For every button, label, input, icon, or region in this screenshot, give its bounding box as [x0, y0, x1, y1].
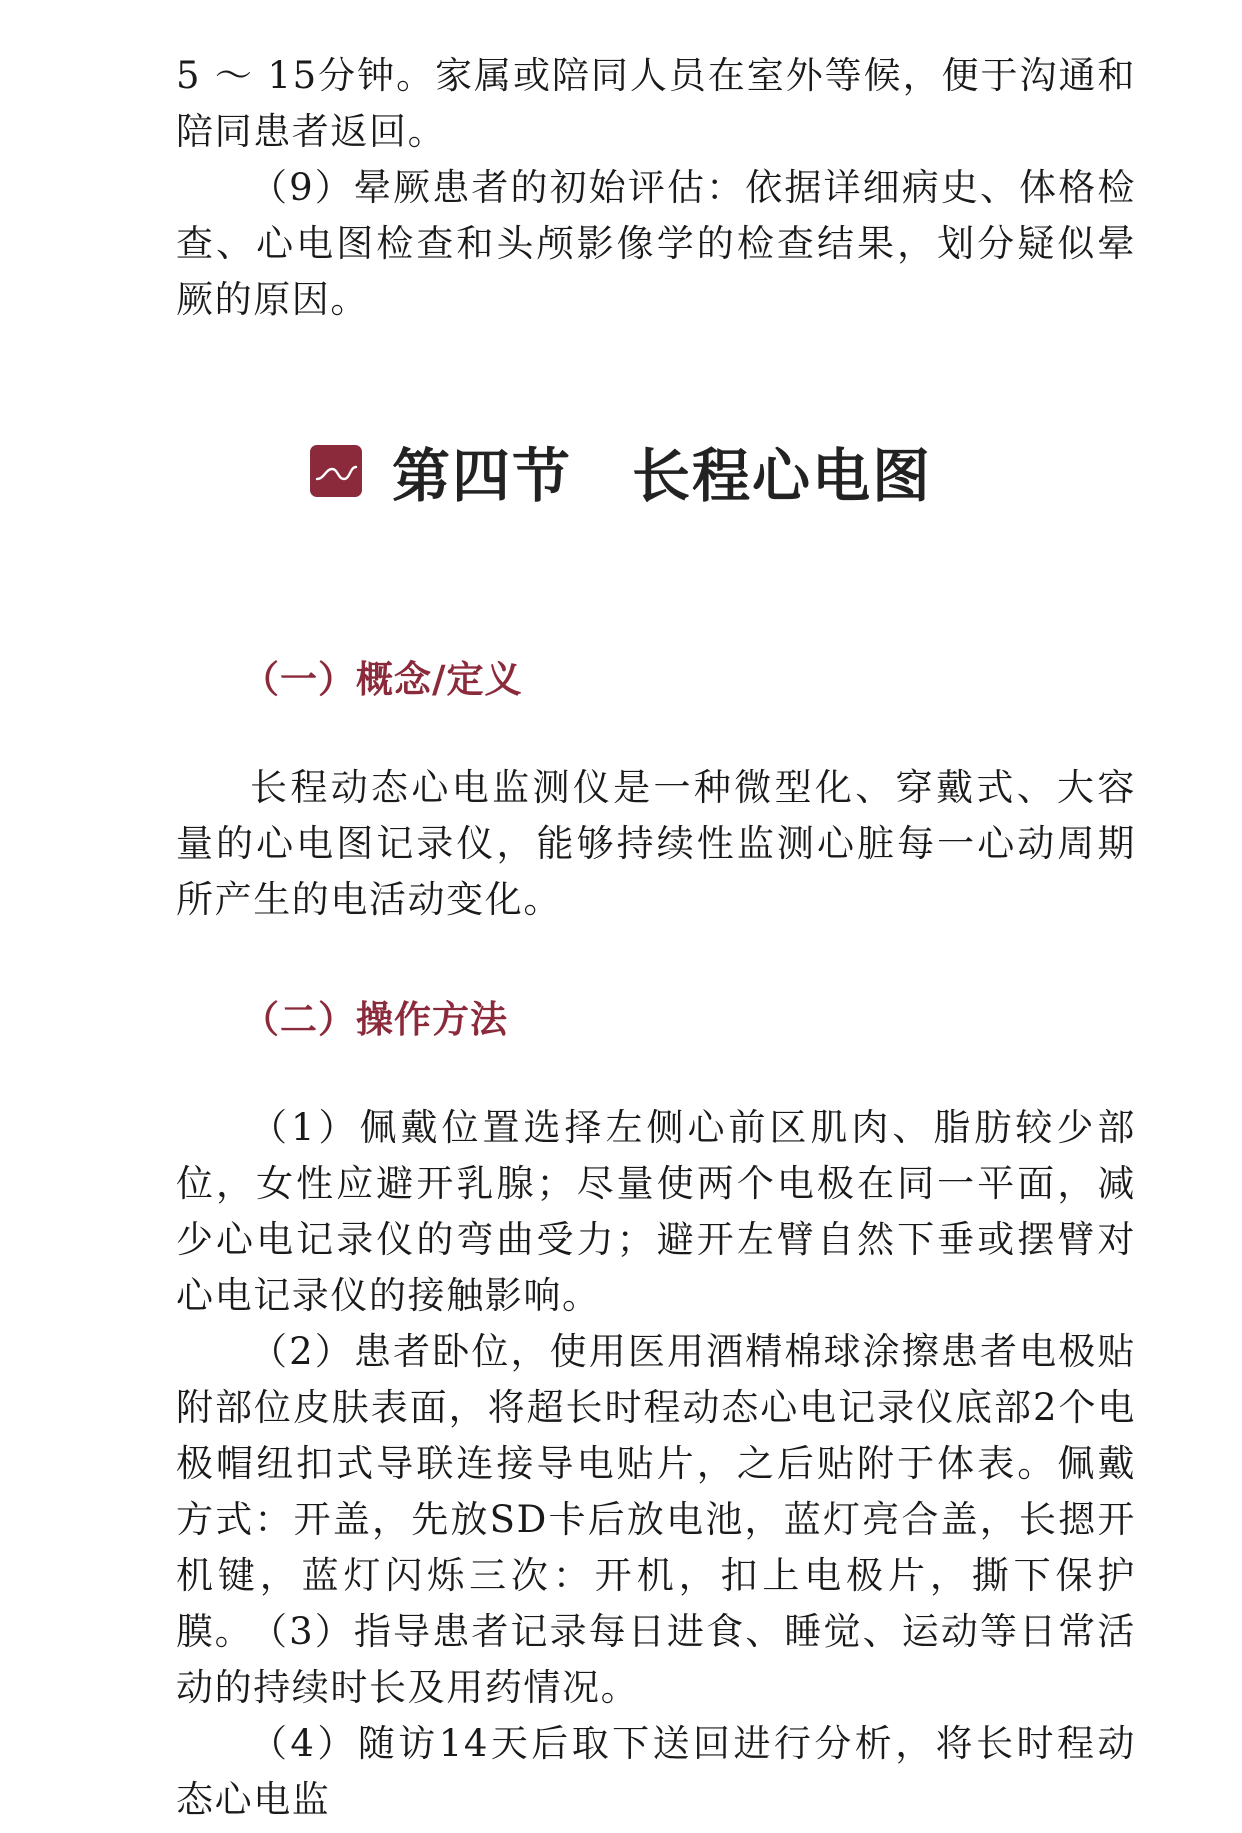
subsection-heading-concept: （一）概念/定义 [242, 658, 523, 701]
subsection-heading-method: （二）操作方法 [242, 998, 508, 1041]
continued-paragraph: 5 ～ 15分钟。家属或陪同人员在室外等候，便于沟通和陪同患者返回。 [176, 54, 1136, 153]
concept-paragraph: 长程动态心电监测仪是一种微型化、穿戴式、大容量的心电图记录仪，能够持续性监测心脏每一心动周期所产生的电活动变化。 [176, 766, 1136, 921]
paragraph-item-9: （9）晕厥患者的初始评估：依据详细病史、体格检查、心电图检查和头颅影像学的检查结果，划分疑似晕厥的原因。 [176, 166, 1136, 321]
method-step-4: （4）随访14天后取下送回进行分析，将长时程动态心电监 [176, 1722, 1136, 1821]
method-step-2: （2）患者卧位，使用医用酒精棉球涂擦患者电极贴附部位皮肤表面，将超长时程动态心电记录仪底部2个电极帽纽扣式导联连接导电贴片，之后贴附于体表。佩戴方式：开盖，先放SD卡后放电池，蓝灯亮合盖，长摁开机键，蓝灯闪烁三次：开机，扣上电极片，撕下保护膜。 [176, 1330, 1136, 1653]
section-title-text: 第四节 长程心电图 [391, 442, 932, 510]
method-step-1: （1）佩戴位置选择左侧心前区肌肉、脂肪较少部位，女性应避开乳腺；尽量使两个电极在同一平面，减少心电记录仪的弯曲受力；避开左臂自然下垂或摆臂对心电记录仪的接触影响。 [176, 1106, 1136, 1317]
ecg-wave-icon [310, 445, 362, 497]
method-step-3: （3）指导患者记录每日进食、睡觉、运动等日常活动的持续时长及用药情况。 [176, 1610, 1136, 1709]
section-title [0, 436, 1242, 510]
